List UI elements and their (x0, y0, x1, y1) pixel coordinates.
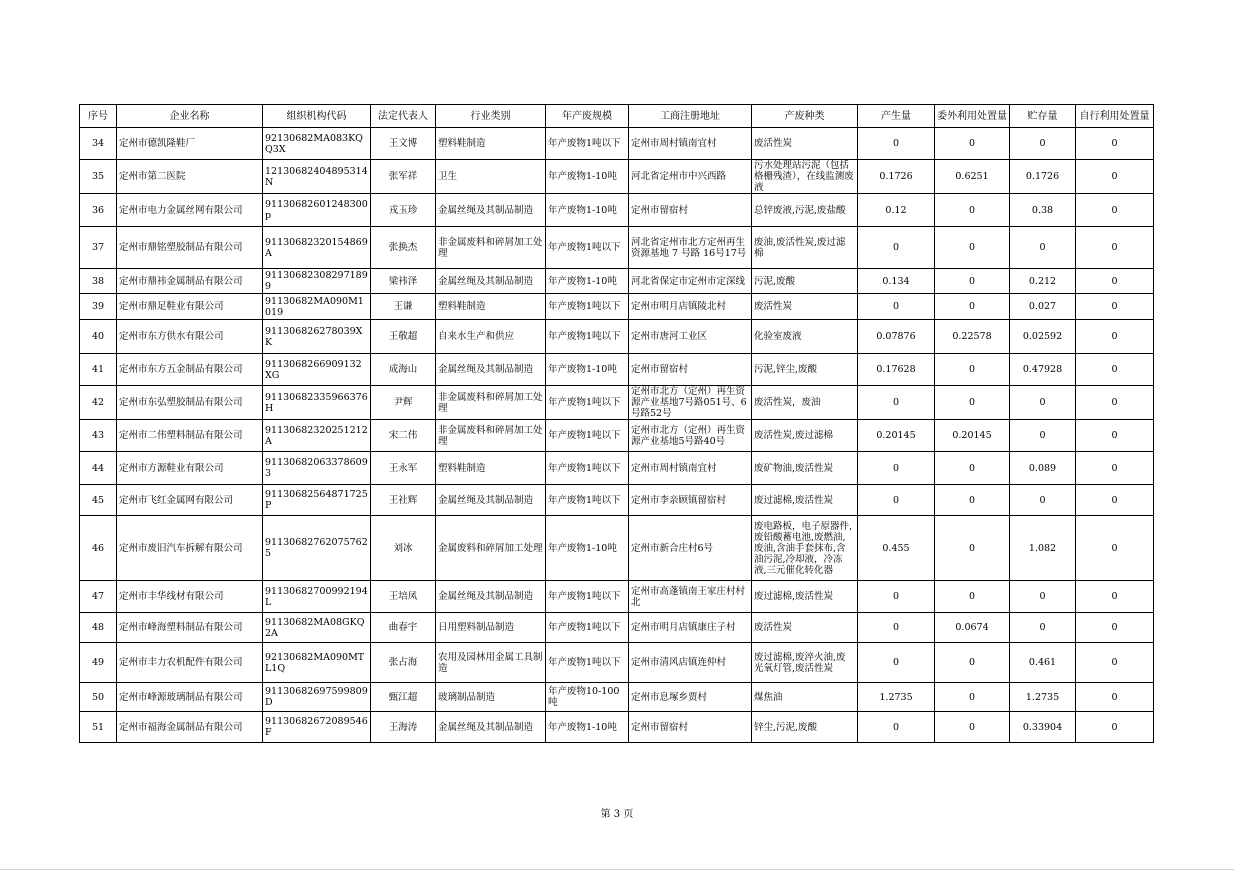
header-address: 工商注册地址 (629, 105, 752, 128)
cell-self-disposal-amount: 0 (1076, 194, 1154, 227)
cell-industry: 金属废料和碎屑加工处理 (436, 516, 546, 581)
cell-storage-amount: 0.47928 (1010, 354, 1076, 386)
cell-self-disposal-amount: 0 (1076, 516, 1154, 581)
cell-org-code: 91130682320251212A (263, 420, 371, 452)
cell-index: 43 (80, 420, 117, 452)
cell-org-code: 91130682672089546F (263, 712, 371, 743)
header-waste-type: 产废种类 (752, 105, 858, 128)
cell-outsourced-amount: 0 (935, 194, 1010, 227)
cell-waste-scale: 年产废物1-10吨 (546, 712, 629, 743)
cell-waste-scale: 年产废物1吨以下 (546, 613, 629, 643)
cell-outsourced-amount: 0 (935, 386, 1010, 420)
cell-industry: 金属丝绳及其制品制造 (436, 712, 546, 743)
cell-index: 49 (80, 643, 117, 683)
table-header-row (80, 105, 1154, 128)
cell-address: 定州市明月店镇康庄子村 (629, 613, 752, 643)
cell-legal-rep: 王文博 (371, 128, 436, 160)
cell-address: 定州市息塚乡贾村 (629, 683, 752, 712)
cell-self-disposal-amount: 0 (1076, 581, 1154, 613)
cell-org-code: 91130682MA090M1019 (263, 294, 371, 320)
cell-generated-amount: 0 (858, 227, 935, 269)
cell-org-code: 9113068266909132XG (263, 354, 371, 386)
table-row (80, 581, 1154, 613)
cell-company-name: 定州市第二医院 (117, 160, 263, 194)
cell-org-code: 91130682564871725P (263, 485, 371, 516)
cell-waste-type: 废活性炭 (752, 294, 858, 320)
cell-org-code: 91130682320154869A (263, 227, 371, 269)
cell-waste-type: 废过滤棉,废淬火油,废光氧灯管,废活性炭 (752, 643, 858, 683)
cell-legal-rep: 王社辉 (371, 485, 436, 516)
cell-company-name: 定州市丰力农机配件有限公司 (117, 643, 263, 683)
cell-storage-amount: 0.212 (1010, 269, 1076, 294)
cell-outsourced-amount: 0 (935, 269, 1010, 294)
cell-outsourced-amount: 0 (935, 643, 1010, 683)
table-row (80, 128, 1154, 160)
cell-index: 48 (80, 613, 117, 643)
cell-outsourced-amount: 0 (935, 227, 1010, 269)
cell-address: 定州市留宿村 (629, 194, 752, 227)
cell-org-code: 911306826278039XK (263, 320, 371, 354)
page-number: 第 3 页 (600, 809, 634, 820)
cell-legal-rep: 宋二伟 (371, 420, 436, 452)
cell-company-name: 定州市二伟塑料制品有限公司 (117, 420, 263, 452)
cell-self-disposal-amount: 0 (1076, 485, 1154, 516)
cell-address: 定州市留宿村 (629, 354, 752, 386)
cell-waste-scale: 年产废物1吨以下 (546, 420, 629, 452)
cell-waste-scale: 年产废物1吨以下 (546, 485, 629, 516)
cell-generated-amount: 0.134 (858, 269, 935, 294)
cell-index: 51 (80, 712, 117, 743)
cell-generated-amount: 0 (858, 712, 935, 743)
cell-outsourced-amount: 0.22578 (935, 320, 1010, 354)
table-row (80, 643, 1154, 683)
cell-index: 50 (80, 683, 117, 712)
cell-waste-type: 锌尘,污泥,废酸 (752, 712, 858, 743)
cell-address: 定州市周村镇南宜村 (629, 128, 752, 160)
cell-legal-rep: 成海山 (371, 354, 436, 386)
cell-self-disposal-amount: 0 (1076, 128, 1154, 160)
table-row (80, 227, 1154, 269)
cell-storage-amount: 0.38 (1010, 194, 1076, 227)
header-company-name: 企业名称 (117, 105, 263, 128)
cell-self-disposal-amount: 0 (1076, 452, 1154, 485)
table-row (80, 294, 1154, 320)
cell-index: 46 (80, 516, 117, 581)
page-bottom-divider (0, 869, 1234, 870)
cell-legal-rep: 王敬超 (371, 320, 436, 354)
cell-self-disposal-amount: 0 (1076, 160, 1154, 194)
table-row (80, 354, 1154, 386)
cell-company-name: 定州市丰华线材有限公司 (117, 581, 263, 613)
cell-waste-scale: 年产废物1吨以下 (546, 386, 629, 420)
cell-waste-type: 废油,废活性炭,废过滤棉 (752, 227, 858, 269)
cell-generated-amount: 0.20145 (858, 420, 935, 452)
cell-industry: 非金属废料和碎屑加工处理 (436, 386, 546, 420)
cell-outsourced-amount: 0 (935, 516, 1010, 581)
cell-generated-amount: 0 (858, 613, 935, 643)
cell-waste-type: 废过滤棉,废活性炭 (752, 485, 858, 516)
cell-storage-amount: 0.461 (1010, 643, 1076, 683)
cell-outsourced-amount: 0 (935, 581, 1010, 613)
cell-index: 44 (80, 452, 117, 485)
cell-waste-type: 化验室废液 (752, 320, 858, 354)
cell-industry: 金属丝绳及其制品制造 (436, 194, 546, 227)
cell-company-name: 定州市飞红金属网有限公司 (117, 485, 263, 516)
table-row (80, 516, 1154, 581)
cell-org-code: 91130682697599809D (263, 683, 371, 712)
cell-outsourced-amount: 0 (935, 712, 1010, 743)
cell-company-name: 定州市鼎足鞋业有限公司 (117, 294, 263, 320)
cell-address: 河北省定州市中兴西路 (629, 160, 752, 194)
cell-legal-rep: 王海涛 (371, 712, 436, 743)
cell-waste-scale: 年产废物1吨以下 (546, 294, 629, 320)
cell-company-name: 定州市方源鞋业有限公司 (117, 452, 263, 485)
table-row (80, 160, 1154, 194)
cell-index: 35 (80, 160, 117, 194)
cell-legal-rep: 王永军 (371, 452, 436, 485)
header-self-disposal-amount: 自行利用处置量 (1076, 105, 1154, 128)
cell-industry: 塑料鞋制造 (436, 128, 546, 160)
cell-index: 36 (80, 194, 117, 227)
cell-outsourced-amount: 0.20145 (935, 420, 1010, 452)
cell-self-disposal-amount: 0 (1076, 320, 1154, 354)
cell-index: 37 (80, 227, 117, 269)
cell-storage-amount: 0 (1010, 485, 1076, 516)
cell-waste-type: 总锌废液,污泥,废盐酸 (752, 194, 858, 227)
cell-waste-type: 废活性炭 (752, 128, 858, 160)
cell-generated-amount: 0.07876 (858, 320, 935, 354)
cell-self-disposal-amount: 0 (1076, 227, 1154, 269)
table-row (80, 452, 1154, 485)
cell-address: 定州市北方（定州）再生资源产业基地5号路40号 (629, 420, 752, 452)
cell-waste-scale: 年产废物1-10吨 (546, 194, 629, 227)
cell-legal-rep: 张换杰 (371, 227, 436, 269)
cell-waste-type: 煤焦油 (752, 683, 858, 712)
cell-address: 定州市李亲顾镇留宿村 (629, 485, 752, 516)
cell-waste-scale: 年产废物1-10吨 (546, 516, 629, 581)
header-legal-rep: 法定代表人 (371, 105, 436, 128)
cell-waste-type: 污泥,锌尘,废酸 (752, 354, 858, 386)
cell-self-disposal-amount: 0 (1076, 269, 1154, 294)
cell-legal-rep: 王谦 (371, 294, 436, 320)
cell-generated-amount: 0 (858, 485, 935, 516)
cell-generated-amount: 0.17628 (858, 354, 935, 386)
cell-generated-amount: 0.12 (858, 194, 935, 227)
cell-company-name: 定州市鼎祎金属制品有限公司 (117, 269, 263, 294)
cell-org-code: 12130682404895314N (263, 160, 371, 194)
cell-waste-type: 废过滤棉,废活性炭 (752, 581, 858, 613)
cell-generated-amount: 0 (858, 643, 935, 683)
table-row (80, 194, 1154, 227)
cell-legal-rep: 戎玉珍 (371, 194, 436, 227)
header-index: 序号 (80, 105, 117, 128)
cell-storage-amount: 0.1726 (1010, 160, 1076, 194)
cell-outsourced-amount: 0 (935, 683, 1010, 712)
cell-index: 42 (80, 386, 117, 420)
cell-generated-amount: 0 (858, 581, 935, 613)
table-row (80, 269, 1154, 294)
cell-industry: 金属丝绳及其制品制造 (436, 269, 546, 294)
cell-generated-amount: 0.455 (858, 516, 935, 581)
cell-company-name: 定州市废旧汽车拆解有限公司 (117, 516, 263, 581)
cell-company-name: 定州市电力金属丝网有限公司 (117, 194, 263, 227)
cell-self-disposal-amount: 0 (1076, 386, 1154, 420)
cell-waste-scale: 年产废物1吨以下 (546, 643, 629, 683)
table-row (80, 420, 1154, 452)
cell-company-name: 定州市东弘塑胶制品有限公司 (117, 386, 263, 420)
cell-storage-amount: 0.027 (1010, 294, 1076, 320)
cell-company-name: 定州市东方供水有限公司 (117, 320, 263, 354)
cell-waste-scale: 年产废物1吨以下 (546, 581, 629, 613)
cell-generated-amount: 0 (858, 386, 935, 420)
cell-index: 47 (80, 581, 117, 613)
cell-self-disposal-amount: 0 (1076, 294, 1154, 320)
cell-company-name: 定州市东方五金制品有限公司 (117, 354, 263, 386)
cell-waste-scale: 年产废物10-100吨 (546, 683, 629, 712)
cell-company-name: 定州市峰海塑料制品有限公司 (117, 613, 263, 643)
cell-address: 定州市明月店镇陵北村 (629, 294, 752, 320)
cell-self-disposal-amount: 0 (1076, 643, 1154, 683)
cell-generated-amount: 0 (858, 128, 935, 160)
cell-legal-rep: 曲春宇 (371, 613, 436, 643)
cell-legal-rep: 王培凤 (371, 581, 436, 613)
cell-storage-amount: 0.33904 (1010, 712, 1076, 743)
cell-waste-scale: 年产废物1-10吨 (546, 269, 629, 294)
cell-outsourced-amount: 0 (935, 128, 1010, 160)
table-row (80, 485, 1154, 516)
cell-org-code: 91130682762075762 5 (263, 516, 371, 581)
cell-industry: 自来水生产和供应 (436, 320, 546, 354)
cell-generated-amount: 0 (858, 294, 935, 320)
table-row (80, 386, 1154, 420)
cell-industry: 金属丝绳及其制品制造 (436, 485, 546, 516)
cell-index: 34 (80, 128, 117, 160)
cell-org-code: 92130682MA083KQQ3X (263, 128, 371, 160)
cell-address: 定州市清风店镇连仲村 (629, 643, 752, 683)
cell-waste-scale: 年产废物1-10吨 (546, 160, 629, 194)
cell-index: 38 (80, 269, 117, 294)
cell-waste-type: 废活性炭 (752, 613, 858, 643)
table-row (80, 613, 1154, 643)
cell-waste-type: 污水处理站污泥（包括格栅残渣），在线监测废液 (752, 160, 858, 194)
cell-industry: 非金属废料和碎屑加工处理 (436, 420, 546, 452)
header-industry: 行业类别 (436, 105, 546, 128)
cell-industry: 卫生 (436, 160, 546, 194)
cell-waste-scale: 年产废物1吨以下 (546, 227, 629, 269)
cell-legal-rep: 甄江超 (371, 683, 436, 712)
cell-index: 39 (80, 294, 117, 320)
cell-generated-amount: 0 (858, 452, 935, 485)
cell-self-disposal-amount: 0 (1076, 354, 1154, 386)
cell-waste-type: 废活性炭,废过滤棉 (752, 420, 858, 452)
cell-storage-amount: 0 (1010, 386, 1076, 420)
header-outsourced-amount: 委外利用处置量 (935, 105, 1010, 128)
cell-waste-scale: 年产废物1吨以下 (546, 452, 629, 485)
cell-legal-rep: 张军祥 (371, 160, 436, 194)
cell-legal-rep: 尹辉 (371, 386, 436, 420)
cell-address: 定州市新合庄村6号 (629, 516, 752, 581)
cell-org-code: 91130682063378609 3 (263, 452, 371, 485)
table-body (80, 128, 1154, 743)
header-storage-amount: 贮存量 (1010, 105, 1076, 128)
cell-org-code: 91130682MA08GKQ2A (263, 613, 371, 643)
cell-company-name: 定州市德凯隆鞋厂 (117, 128, 263, 160)
cell-legal-rep: 梁祎泽 (371, 269, 436, 294)
cell-storage-amount: 0.089 (1010, 452, 1076, 485)
cell-org-code: 92130682MA090MTL1Q (263, 643, 371, 683)
cell-address: 河北省定州市北方定州再生资源基地 7 号路 16号17号 (629, 227, 752, 269)
cell-storage-amount: 0 (1010, 613, 1076, 643)
cell-waste-scale: 年产废物1吨以下 (546, 320, 629, 354)
cell-storage-amount: 0 (1010, 581, 1076, 613)
table-row (80, 320, 1154, 354)
cell-waste-scale: 年产废物1-10吨 (546, 354, 629, 386)
table-row (80, 683, 1154, 712)
cell-company-name: 定州市鼎铭塑胶制品有限公司 (117, 227, 263, 269)
header-waste-scale: 年产废规模 (546, 105, 629, 128)
cell-outsourced-amount: 0.6251 (935, 160, 1010, 194)
cell-address: 定州市留宿村 (629, 712, 752, 743)
header-generated-amount: 产生量 (858, 105, 935, 128)
cell-storage-amount: 0 (1010, 128, 1076, 160)
cell-waste-type: 废活性炭，废油 (752, 386, 858, 420)
cell-storage-amount: 0 (1010, 227, 1076, 269)
cell-storage-amount: 1.082 (1010, 516, 1076, 581)
cell-industry: 金属丝绳及其制品制造 (436, 354, 546, 386)
cell-org-code: 91130682335966376H (263, 386, 371, 420)
cell-legal-rep: 刘冰 (371, 516, 436, 581)
header-org-code: 组织机构代码 (263, 105, 371, 128)
cell-index: 40 (80, 320, 117, 354)
cell-generated-amount: 1.2735 (858, 683, 935, 712)
cell-self-disposal-amount: 0 (1076, 712, 1154, 743)
cell-waste-type: 污泥,废酸 (752, 269, 858, 294)
cell-industry: 玻璃制品制造 (436, 683, 546, 712)
cell-outsourced-amount: 0.0674 (935, 613, 1010, 643)
cell-address: 河北省保定市定州市定深线 (629, 269, 752, 294)
cell-self-disposal-amount: 0 (1076, 613, 1154, 643)
cell-self-disposal-amount: 0 (1076, 683, 1154, 712)
cell-industry: 塑料鞋制造 (436, 294, 546, 320)
table-row (80, 712, 1154, 743)
cell-outsourced-amount: 0 (935, 485, 1010, 516)
cell-waste-scale: 年产废物1吨以下 (546, 128, 629, 160)
cell-index: 45 (80, 485, 117, 516)
cell-industry: 金属丝绳及其制品制造 (436, 581, 546, 613)
cell-industry: 农用及园林用金属工具制造 (436, 643, 546, 683)
cell-legal-rep: 张占海 (371, 643, 436, 683)
cell-waste-type: 废矿物油,废活性炭 (752, 452, 858, 485)
cell-org-code: 91130682700992194L (263, 581, 371, 613)
cell-self-disposal-amount: 0 (1076, 420, 1154, 452)
cell-storage-amount: 1.2735 (1010, 683, 1076, 712)
cell-storage-amount: 0.02592 (1010, 320, 1076, 354)
cell-org-code: 91130682601248300p (263, 194, 371, 227)
cell-company-name: 定州市福海金属制品有限公司 (117, 712, 263, 743)
cell-address: 定州市周村镇南宜村 (629, 452, 752, 485)
cell-industry: 塑料鞋制造 (436, 452, 546, 485)
cell-outsourced-amount: 0 (935, 354, 1010, 386)
cell-generated-amount: 0.1726 (858, 160, 935, 194)
cell-waste-type: 废电路板，电子原器件,废铅酸蓄电池,废燃油,废油,含油手套抹布,含油污泥,冷却液，冷冻液,三元催化转化器 (752, 516, 858, 581)
cell-address: 定州市高蓬镇南王家庄村村北 (629, 581, 752, 613)
cell-org-code: 91130682308297189 9 (263, 269, 371, 294)
cell-address: 定州市北方（定州）再生资源产业基地7号路051号、6号路52号 (629, 386, 752, 420)
cell-industry: 非金属废料和碎屑加工处理 (436, 227, 546, 269)
cell-company-name: 定州市峰源玻璃制品有限公司 (117, 683, 263, 712)
cell-storage-amount: 0 (1010, 420, 1076, 452)
cell-index: 41 (80, 354, 117, 386)
cell-outsourced-amount: 0 (935, 294, 1010, 320)
cell-outsourced-amount: 0 (935, 452, 1010, 485)
cell-address: 定州市唐河工业区 (629, 320, 752, 354)
waste-enterprise-table (79, 104, 1154, 743)
cell-industry: 日用塑料制品制造 (436, 613, 546, 643)
